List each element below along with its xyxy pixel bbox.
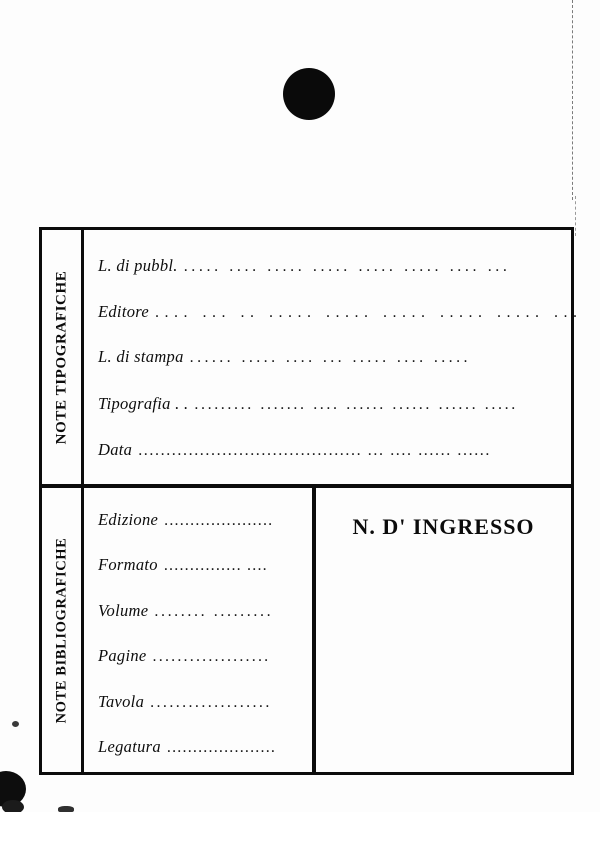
- field-data[interactable]: [98, 440, 491, 460]
- bibliografiche-field-list: [84, 488, 316, 772]
- field-dotted-line: ..... .... ..... ..... ..... ..... .... ...: [183, 258, 511, 275]
- numero-ingresso-panel[interactable]: [316, 488, 571, 772]
- library-card-form: [39, 227, 583, 775]
- field-dotted-line: ......... ....... .... ...... ...... ...... .....: [194, 396, 518, 413]
- section-note-tipografiche: [42, 230, 583, 488]
- field-label: Formato: [98, 555, 158, 574]
- field-label: Data: [98, 440, 133, 459]
- field-dotted-line: ...................: [152, 648, 271, 665]
- field-dotted-line: .....................: [164, 512, 274, 529]
- vertical-label-text: NOTE TIPOGRAFICHE: [53, 270, 70, 444]
- field-label: Edizione: [98, 510, 159, 529]
- vertical-label-text: NOTE BIBLIOGRAFICHE: [53, 537, 69, 723]
- field-dotted-line: .... ... .. ..... ..... ..... ..... ..... ...: [154, 304, 583, 321]
- vertical-label-note-bibliografiche: [42, 488, 84, 772]
- perforation-line: [572, 0, 573, 200]
- field-luogo-di-stampa[interactable]: [98, 347, 471, 367]
- field-label: Tavola: [98, 692, 145, 711]
- vertical-label-note-tipografiche: [42, 230, 84, 484]
- field-dotted-line: ............... ....: [163, 557, 268, 574]
- field-editore[interactable]: [98, 302, 582, 322]
- field-dotted-line: ...................: [150, 694, 272, 711]
- field-tipografia[interactable]: [98, 394, 518, 414]
- field-volume[interactable]: [98, 601, 273, 621]
- field-tavola[interactable]: [98, 692, 272, 712]
- numero-ingresso-title: N. D' INGRESSO: [352, 514, 535, 539]
- field-dotted-line: .....................: [166, 739, 277, 756]
- field-label: Tipografia . .: [98, 394, 189, 413]
- field-edizione[interactable]: [98, 510, 273, 530]
- field-legatura[interactable]: [98, 737, 276, 757]
- punch-hole: [283, 68, 335, 120]
- scan-artifact-left-top: [12, 721, 19, 727]
- field-luogo-di-pubblicazione[interactable]: [98, 256, 511, 276]
- field-formato[interactable]: [98, 555, 268, 575]
- field-dotted-line: ...... ..... .... ... ..... .... .....: [189, 349, 471, 366]
- typografiche-field-list: [84, 230, 583, 484]
- field-label: L. di stampa: [98, 347, 184, 366]
- field-pagine[interactable]: [98, 646, 270, 666]
- field-label: Editore: [98, 302, 149, 321]
- section-note-bibliografiche: [42, 488, 571, 772]
- perforation-line-lower: [575, 196, 576, 236]
- field-label: Pagine: [98, 646, 147, 665]
- field-label: L. di pubbl.: [98, 256, 178, 275]
- page-bottom-edge: [0, 812, 600, 841]
- field-label: Volume: [98, 601, 149, 620]
- field-dotted-line: ........ .........: [154, 603, 274, 620]
- field-dotted-line: ........................................ ... .... ...... ......: [138, 442, 492, 459]
- field-label: Legatura: [98, 737, 161, 756]
